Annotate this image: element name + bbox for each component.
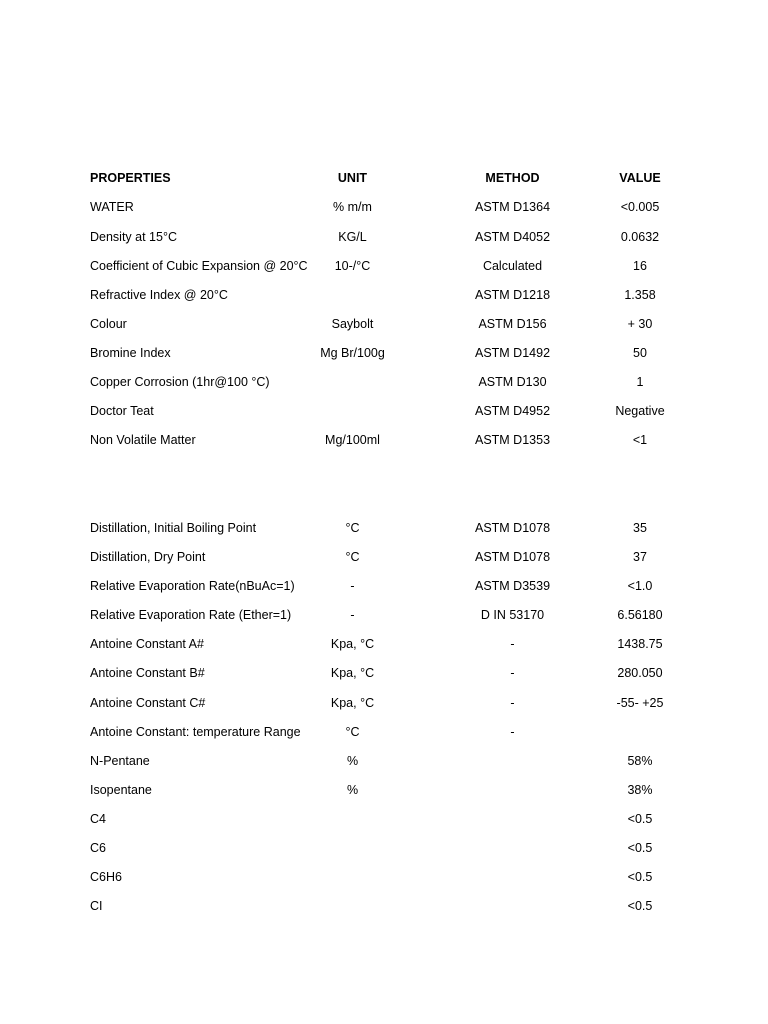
value-cell: <0.5 — [627, 899, 653, 913]
property-cell: Relative Evaporation Rate(nBuAc=1) — [90, 579, 295, 593]
method-cell: ASTM D130 — [478, 375, 547, 389]
property-cell: Antoine Constant C# — [90, 696, 206, 710]
method-cell: - — [510, 696, 515, 710]
unit-cell: % — [346, 783, 359, 797]
property-cell: C6 — [90, 841, 106, 855]
method-cell — [465, 838, 560, 858]
table-row — [90, 722, 710, 742]
value-cell — [595, 722, 685, 742]
value-cell: 1 — [636, 375, 644, 389]
value-cell: 37 — [633, 550, 647, 564]
method-cell: Calculated — [482, 259, 543, 273]
table-row — [90, 518, 710, 538]
unit-cell: % — [346, 754, 359, 768]
method-cell: ASTM D1364 — [474, 200, 551, 214]
table-row — [90, 314, 710, 334]
value-cell: <0.5 — [627, 812, 653, 826]
value-cell: 1.358 — [624, 288, 656, 302]
property-cell: Antoine Constant: temperature Range — [90, 725, 301, 739]
unit-cell: °C — [345, 521, 360, 535]
property-cell: Coefficient of Cubic Expansion @ 20°C — [90, 259, 308, 273]
header-unit: UNIT — [337, 171, 368, 185]
unit-cell: °C — [345, 550, 360, 564]
property-cell: N-Pentane — [90, 754, 150, 768]
unit-cell — [315, 285, 390, 305]
value-cell: 280.050 — [617, 666, 663, 680]
unit-cell — [315, 809, 390, 829]
value-cell: 38% — [627, 783, 653, 797]
property-cell: Relative Evaporation Rate (Ether=1) — [90, 608, 292, 622]
table-row — [90, 227, 710, 247]
header-value: VALUE — [619, 171, 661, 185]
table-row — [90, 256, 710, 276]
unit-cell — [315, 867, 390, 887]
method-cell: ASTM D4952 — [474, 404, 551, 418]
unit-cell: Kpa, °C — [330, 637, 375, 651]
property-cell: Colour — [90, 317, 127, 331]
property-cell: Doctor Teat — [90, 404, 154, 418]
table-row — [90, 372, 710, 392]
table-row — [90, 285, 710, 305]
property-cell: Copper Corrosion (1hr@100 °C) — [90, 375, 270, 389]
value-cell: <1 — [632, 433, 648, 447]
value-cell: <0.5 — [627, 841, 653, 855]
table-row — [90, 867, 710, 887]
property-cell: Bromine Index — [90, 346, 171, 360]
unit-cell: % m/m — [333, 200, 372, 214]
value-cell: 58% — [627, 754, 653, 768]
value-cell: 50 — [633, 346, 647, 360]
unit-cell: Kpa, °C — [330, 696, 375, 710]
table-row — [90, 576, 710, 596]
table-row — [90, 663, 710, 683]
method-cell — [465, 780, 560, 800]
property-cell: Distillation, Dry Point — [90, 550, 206, 564]
value-cell: 16 — [633, 259, 647, 273]
unit-cell: Saybolt — [331, 317, 374, 331]
unit-cell — [315, 896, 390, 916]
value-cell: <0.005 — [620, 200, 660, 214]
header-method: METHOD — [485, 171, 540, 185]
unit-cell — [315, 838, 390, 858]
value-cell: Negative — [615, 404, 665, 418]
method-cell: ASTM D3539 — [474, 579, 551, 593]
table-row — [90, 401, 710, 421]
value-cell: + 30 — [627, 317, 653, 331]
table-row — [90, 430, 710, 450]
table-row — [90, 343, 710, 363]
table-row — [90, 751, 710, 771]
property-cell: Non Volatile Matter — [90, 433, 196, 447]
table-row — [90, 838, 710, 858]
unit-cell: - — [350, 579, 355, 593]
method-cell: ASTM D1078 — [474, 521, 551, 535]
method-cell: ASTM D1353 — [474, 433, 551, 447]
method-cell — [465, 896, 560, 916]
method-cell — [465, 809, 560, 829]
unit-cell: Kpa, °C — [330, 666, 375, 680]
table-row — [90, 693, 710, 713]
property-cell: Antoine Constant A# — [90, 637, 204, 651]
unit-cell: Mg/100ml — [325, 433, 380, 447]
value-cell: <1.0 — [627, 579, 653, 593]
unit-cell: Mg Br/100g — [320, 346, 385, 360]
method-cell: D IN 53170 — [480, 608, 545, 622]
method-cell: ASTM D4052 — [474, 230, 551, 244]
table-row — [90, 197, 710, 217]
table-row — [90, 547, 710, 567]
method-cell: ASTM D1492 — [474, 346, 551, 360]
table-row — [90, 780, 710, 800]
unit-cell: - — [350, 608, 355, 622]
property-cell: WATER — [90, 200, 134, 214]
value-cell: -55- +25 — [616, 696, 664, 710]
method-cell: ASTM D156 — [478, 317, 547, 331]
property-cell: Antoine Constant B# — [90, 666, 205, 680]
method-cell — [465, 867, 560, 887]
unit-cell: °C — [345, 725, 360, 739]
property-cell: C4 — [90, 812, 106, 826]
table-row — [90, 605, 710, 625]
method-cell: - — [510, 725, 515, 739]
table-row — [90, 809, 710, 829]
method-cell: - — [510, 637, 515, 651]
property-cell: CI — [90, 899, 103, 913]
value-cell: <0.5 — [627, 870, 653, 884]
method-cell: ASTM D1218 — [474, 288, 551, 302]
property-cell: Refractive Index @ 20°C — [90, 288, 228, 302]
property-cell: Isopentane — [90, 783, 152, 797]
unit-cell: KG/L — [338, 230, 367, 244]
table-row — [90, 896, 710, 916]
method-cell: ASTM D1078 — [474, 550, 551, 564]
table-header-row — [90, 168, 710, 188]
property-cell: Distillation, Initial Boiling Point — [90, 521, 257, 535]
method-cell: - — [510, 666, 515, 680]
property-cell: C6H6 — [90, 870, 122, 884]
table-row — [90, 634, 710, 654]
unit-cell — [315, 372, 390, 392]
property-cell: Density at 15°C — [90, 230, 177, 244]
method-cell — [465, 751, 560, 771]
value-cell: 0.0632 — [620, 230, 660, 244]
value-cell: 6.56180 — [617, 608, 663, 622]
unit-cell: 10-/°C — [334, 259, 371, 273]
value-cell: 35 — [633, 521, 647, 535]
unit-cell — [315, 401, 390, 421]
value-cell: 1438.75 — [617, 637, 663, 651]
header-properties: PROPERTIES — [90, 171, 171, 185]
